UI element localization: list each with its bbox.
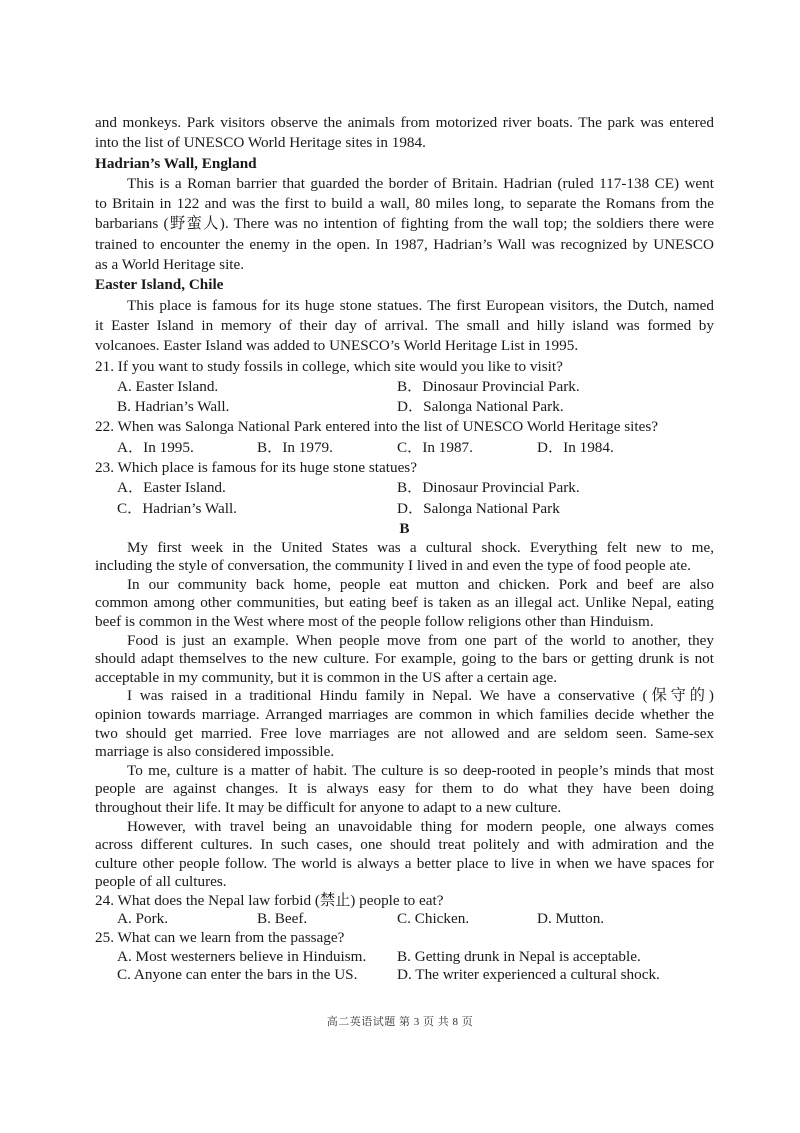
paragraph-line: culture other people follow. The world is always a better place to live in when we have spaces for [95, 854, 714, 872]
paragraph-line: should adapt themselves to the new culture. For example, going to the bars or getting drunk is not [95, 650, 714, 668]
paragraph-line: This place is famous for its huge stone statues. The first European visitors, the Dutch, named [127, 296, 714, 314]
paragraph-line: This is a Roman barrier that guarded the border of Britain. Hadrian (ruled 117-138 CE) went [127, 174, 714, 192]
answer-option: A. Most westerners believe in Hinduism. [117, 947, 367, 965]
question-stem: 22. When was Salonga National Park entered into the list of UNESCO World Heritage sites? [95, 418, 658, 436]
options-row [95, 948, 714, 967]
paragraph-line: To me, culture is a matter of habit. The culture is so deep-rooted in people’s minds that most [127, 761, 714, 779]
paragraph-line: across different cultures. In such cases, one should treat politely and with admiration and the [95, 836, 714, 854]
page-footer: 高二英语试题 第 3 页 共 8 页 [326, 1016, 474, 1028]
section-heading: Hadrian’s Wall, England [95, 154, 257, 172]
answer-option: C．In 1987. [397, 438, 473, 456]
paragraph-line: barbarians (野蛮人). There was no intention of fighting from the wall top; the soldiers there were [95, 215, 714, 233]
answer-option: B. Getting drunk in Nepal is acceptable. [397, 947, 641, 965]
paragraph-line: I was raised in a traditional Hindu family in Nepal. We have a conservative (保守的) [127, 687, 714, 705]
answer-option: B．In 1979. [257, 438, 333, 456]
paragraph-line: throughout their life. It may be difficult for anyone to adapt to a new culture. [95, 798, 562, 816]
answer-option: B．Dinosaur Provincial Park. [397, 479, 580, 497]
paragraph-line: into the list of UNESCO World Heritage sites in 1984. [95, 134, 426, 152]
answer-option: D. The writer experienced a cultural shock. [397, 966, 660, 984]
answer-option: B. Hadrian’s Wall. [117, 398, 230, 416]
question-stem: 23. Which place is famous for its huge stone statues? [95, 459, 417, 477]
paragraph-line: volcanoes. Easter Island was added to UNESCO’s World Heritage List in 1995. [95, 337, 579, 355]
answer-option: A．In 1995. [117, 438, 194, 456]
paragraph-line: opinion towards marriage. Arranged marriages are common in which families decide whether the [95, 705, 714, 723]
answer-option: A. Pork. [117, 910, 169, 928]
options-row [95, 377, 714, 397]
question-stem: 24. What does the Nepal law forbid (禁止) people to eat? [95, 891, 444, 909]
answer-option: D．Salonga National Park. [397, 398, 564, 416]
paragraph-line: including the style of conversation, the community I lived in and even the type of food people ate. [95, 557, 691, 575]
paragraph-line: two should get married. Free love marriages are not allowed and are seldom seen. Same-sex [95, 724, 714, 742]
question-stem: 21. If you want to study fossils in college, which site would you like to visit? [95, 357, 563, 375]
options-row [95, 966, 714, 985]
paragraph-line: marriage is also considered impossible. [95, 743, 335, 761]
paragraph-line: as a World Heritage site. [95, 256, 245, 274]
answer-option: C. Chicken. [397, 910, 470, 928]
answer-option: D．In 1984. [537, 438, 614, 456]
paragraph-line: people are against changes. It is always easy for them to do what they have been doing [95, 780, 714, 798]
paragraph-line: beef is common in the West where most of the people follow religions other than Hinduism. [95, 612, 654, 630]
paragraph-line: My first week in the United States was a cultural shock. Everything felt new to me, [127, 538, 714, 556]
answer-option: D．Salonga National Park [397, 499, 560, 517]
answer-option: A. Easter Island. [117, 377, 219, 395]
section-heading: Easter Island, Chile [95, 276, 224, 294]
options-row [95, 910, 714, 929]
reading-section-b [95, 520, 714, 985]
paragraph-line: people of all cultures. [95, 873, 227, 891]
passage-label: B [399, 520, 410, 537]
options-row [95, 438, 714, 458]
reading-section-a [95, 113, 714, 519]
answer-option: C．Hadrian’s Wall. [117, 499, 237, 517]
options-row [95, 499, 714, 519]
options-row [95, 397, 714, 417]
paragraph-line: and monkeys. Park visitors observe the animals from motorized river boats. The park was entered [95, 114, 714, 131]
answer-option: A．Easter Island. [117, 479, 226, 497]
paragraph-line: acceptable in my community, but it is common in the US after a certain age. [95, 668, 558, 686]
question-stem: 25. What can we learn from the passage? [95, 929, 345, 947]
paragraph-line: trained to encounter the enemy in the open. In 1987, Hadrian’s Wall was recognized by UNESCO [95, 235, 714, 253]
answer-option: C. Anyone can enter the bars in the US. [117, 966, 358, 984]
paragraph-line: to Britain in 122 and was the first to build a wall, 80 miles long, to separate the Romans from the [95, 195, 714, 213]
paragraph-line: In our community back home, people eat mutton and chicken. Pork and beef are also [127, 575, 714, 593]
answer-option: B. Beef. [257, 910, 308, 928]
answer-option: D. Mutton. [537, 910, 605, 928]
paragraph-line: Food is just an example. When people move from one part of the world to another, they [127, 631, 714, 649]
paragraph-line: it Easter Island in memory of their day of arrival. The small and hilly island was formed by [95, 316, 714, 334]
paragraph-line: However, with travel being an unavoidable thing for modern people, one always comes [127, 817, 714, 835]
options-row [95, 478, 714, 498]
paragraph-line: common among other communities, but eating beef is taken as an illegal act. Unlike Nepal, eating [95, 594, 714, 612]
answer-option: B．Dinosaur Provincial Park. [397, 377, 580, 395]
